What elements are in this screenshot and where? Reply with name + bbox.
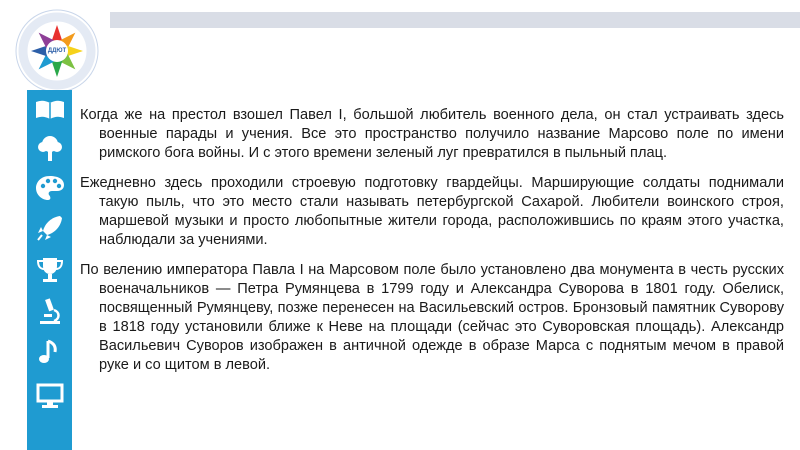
paragraph-guards-drill: Ежедневно здесь проходили строевую подготовку гвардейцы. Марширующие солдаты поднимали такую пыль, что это место стали называть петербургской Сахарой. Любители воинского строя, маршевой музыки и просто любопытные жители города, расположившись по краям этого участка, наблюдали за учениями. [80, 175, 784, 248]
rocket-icon [31, 212, 68, 244]
computer-icon [31, 380, 68, 412]
trophy-icon [31, 254, 68, 286]
music-note-icon [31, 336, 68, 368]
sidebar [27, 90, 72, 450]
palette-icon [31, 172, 68, 204]
top-decorative-band [110, 12, 800, 28]
logo-acronym: ДДЮТ [47, 48, 67, 54]
open-book-icon [31, 94, 68, 126]
microscope-icon [31, 296, 68, 328]
paragraph-paul-i: Когда же на престол взошел Павел I, большой любитель военного дела, он стал устраивать здесь военные парады и учения. Все это пространство получило название Марсово поле по имени римского бога войны. И с этого времени зеленый луг превратился в пыльный плац. [80, 107, 784, 161]
tree-icon [31, 132, 68, 164]
paragraph-monuments: По велению императора Павла I на Марсовом поле было установлено два монумента в честь русских военачальников — Петра Румянцева в 1799 году и Александра Суворова в 1801 году. Обелиск, посвященный Румянцеву, позже перенесен на Васильевский остров. Бронзовый памятник Суворову в 1818 году установили ближе к Неве на площади (сейчас это Суворовская площадь). Александр Васильевич Суворов изображен в античной одежде в образе Марса с поднятым мечом в правой руке и со щитом в левой. [80, 262, 784, 373]
main-text [80, 106, 784, 386]
ddyut-logo [14, 8, 100, 94]
